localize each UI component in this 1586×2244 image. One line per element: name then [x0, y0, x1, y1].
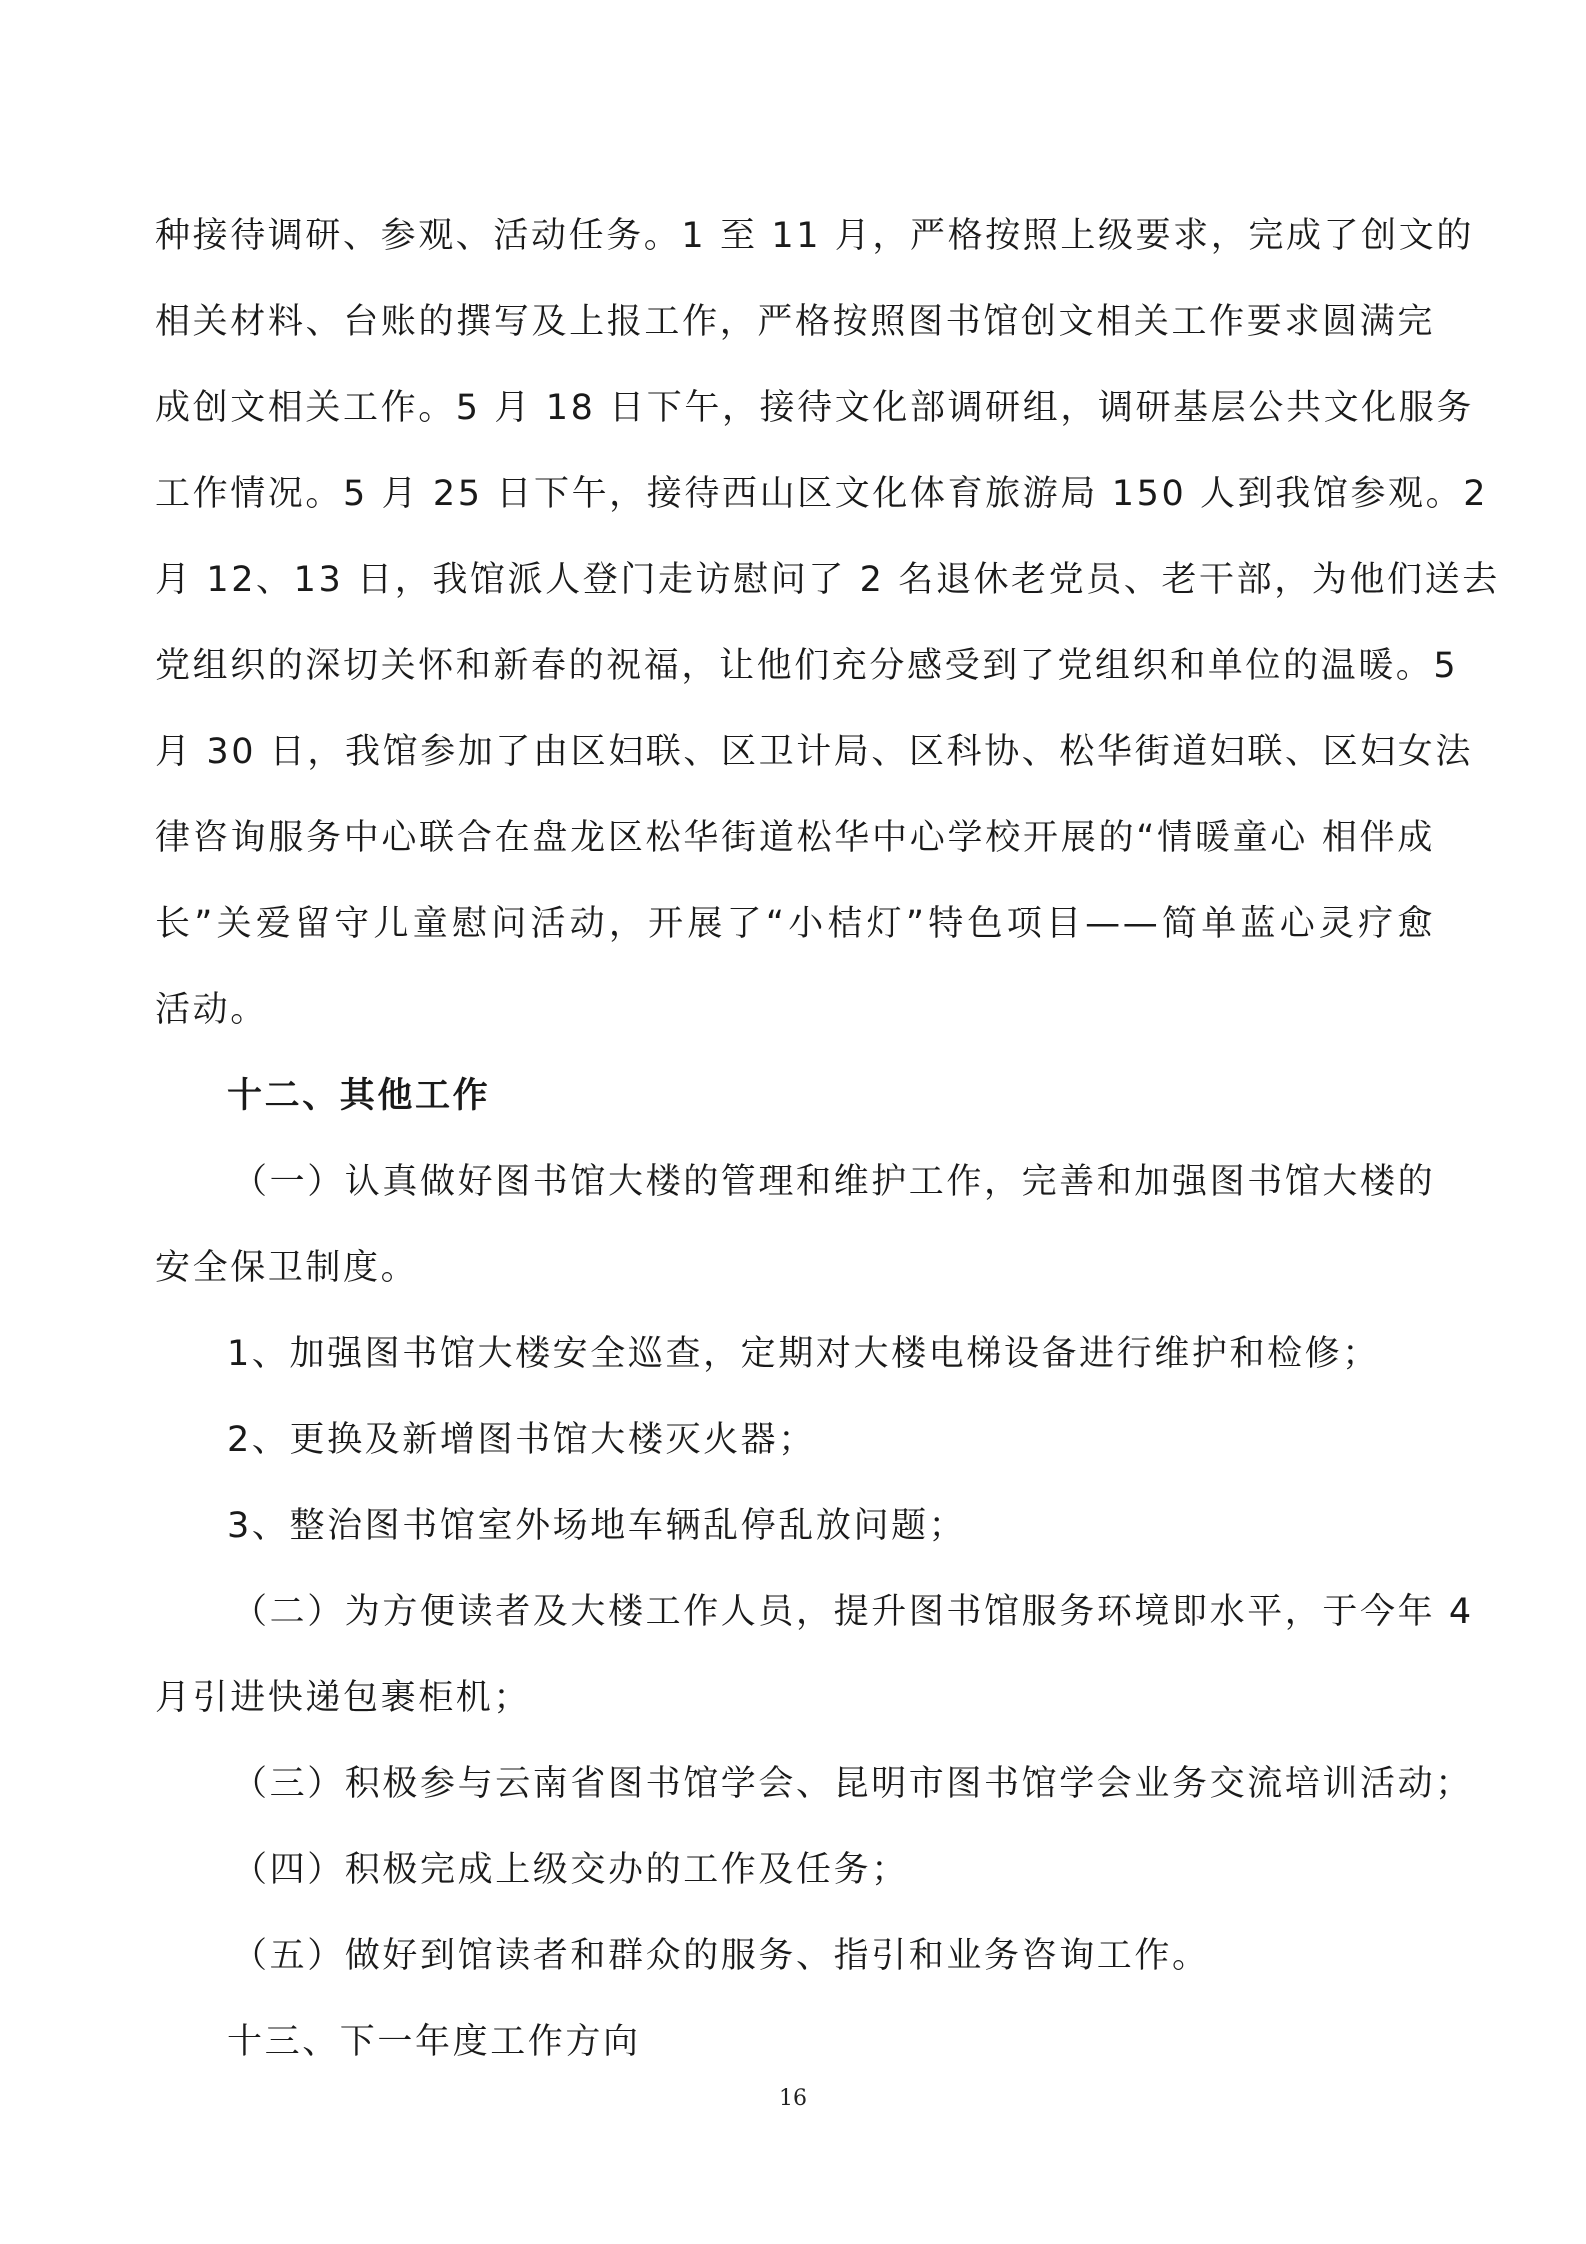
list-item: （三）积极参与云南省图书馆学会、昆明市图书馆学会业务交流培训活动；: [232, 1764, 1473, 1804]
text-line: 种接待调研、参观、活动任务。1 至 11 月，严格按照上级要求，完成了创文的: [155, 216, 1474, 256]
text-line: （二）为方便读者及大楼工作人员，提升图书馆服务环境即水平，于今年 4: [232, 1592, 1474, 1632]
text-line: 律咨询服务中心联合在盘龙区松华街道松华中心学校开展的“情暖童心 相伴成: [155, 818, 1435, 858]
list-item: 3、整治图书馆室外场地车辆乱停乱放问题；: [227, 1506, 967, 1546]
text-line: 工作情况。5 月 25 日下午，接待西山区文化体育旅游局 150 人到我馆参观。2: [155, 474, 1489, 514]
section-heading: 十三、下一年度工作方向: [227, 2022, 641, 2062]
list-item: （五）做好到馆读者和群众的服务、指引和业务咨询工作。: [232, 1936, 1210, 1976]
text-line: 月引进快递包裹柜机；: [155, 1678, 532, 1718]
page-number: 16: [779, 2086, 807, 2111]
text-line: 相关材料、台账的撰写及上报工作，严格按照图书馆创文相关工作要求圆满完: [155, 302, 1435, 342]
text-line: 活动。: [155, 990, 268, 1030]
list-item: 2、更换及新增图书馆大楼灭火器；: [227, 1420, 816, 1460]
body-text: [155, 193, 1500, 2085]
text-line: 长”关爱留守儿童慰问活动，开展了“小桔灯”特色项目——简单蓝心灵疗愈: [155, 904, 1435, 944]
text-line: 党组织的深切关怀和新春的祝福，让他们充分感受到了党组织和单位的温暖。5: [155, 646, 1459, 686]
section-heading: 十二、其他工作: [227, 1076, 491, 1116]
text-line: 成创文相关工作。5 月 18 日下午，接待文化部调研组，调研基层公共文化服务: [155, 388, 1474, 428]
text-line: 安全保卫制度。: [155, 1248, 419, 1288]
list-item: （四）积极完成上级交办的工作及任务；: [232, 1850, 909, 1890]
text-line: 月 12、13 日，我馆派人登门走访慰问了 2 名退休老党员、老干部，为他们送去: [155, 560, 1500, 600]
text-line: 月 30 日，我馆参加了由区妇联、区卫计局、区科协、松华街道妇联、区妇女法: [155, 732, 1473, 772]
text-line: （一）认真做好图书馆大楼的管理和维护工作，完善和加强图书馆大楼的: [232, 1162, 1436, 1202]
list-item: 1、加强图书馆大楼安全巡查，定期对大楼电梯设备进行维护和检修；: [227, 1334, 1380, 1374]
